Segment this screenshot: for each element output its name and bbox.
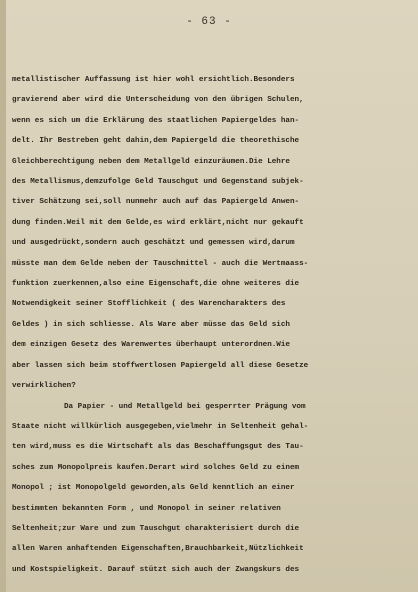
text-line: und Kostspieligkeit. Darauf stützt sich auch der Zwangskurs des [12, 565, 300, 574]
text-line: verwirklichen? [12, 382, 76, 391]
text-line: allen Waren anhaftenden Eigenschaften,Brauchbarkeit,Nützlichkeit [12, 545, 304, 554]
page-edge-shadow [0, 0, 6, 592]
text-line: aber lassen sich beim stoffwertlosen Papiergeld all diese Gesetze [12, 361, 309, 370]
text-line: gravierend aber wird die Unterscheidung von den übrigen Schulen, [12, 96, 304, 105]
text-line: funktion zuerkennen,also eine Eigenschaft,die ohne weiteres die [12, 280, 300, 289]
text-line: dung finden.Weil mit dem Gelde,es wird erklärt,nicht nur gekauft [12, 218, 304, 227]
text-line: und ausgedrückt,sondern auch geschätzt und gemessen wird,darum [12, 239, 295, 248]
text-line: Monopol ; ist Monopolgeld geworden,als Geld kenntlich an einer [12, 484, 295, 493]
body-text [12, 70, 408, 580]
text-line: dem einzigen Gesetz des Warenwertes überhaupt unterordnen.Wie [12, 341, 290, 350]
text-line: Notwendigkeit seiner Stofflichkeit ( des Warencharakters des [12, 300, 286, 309]
text-line: metallistischer Auffassung ist hier wohl ersichtlich.Besonders [12, 76, 295, 84]
text-line: müsste man dem Gelde neben der Tauschmittel - auch die Wertmaass- [12, 259, 309, 268]
text-line: tiver Schätzung sei,soll nunmehr auch auf das Papiergeld Anwen- [12, 198, 300, 207]
text-line: Staate nicht willkürlich ausgegeben,vielmehr in Seltenheit gehal- [12, 422, 309, 431]
text-line: Seltenheit;zur Ware und zum Tauschgut charakterisiert durch die [12, 524, 300, 533]
text-line: delt. Ihr Bestreben geht dahin,dem Papiergeld die theorethische [12, 137, 300, 146]
text-line: Gleichberechtigung neben dem Metallgeld einzuräumen.Die Lehre [12, 157, 290, 166]
text-line: wenn es sich um die Erklärung des staatlichen Papiergeldes han- [12, 116, 300, 125]
text-line: Geldes ) in sich schliesse. Als Ware aber müsse das Geld sich [12, 320, 290, 329]
page-number: - 63 - [186, 16, 232, 28]
text-line-paragraph-start: Da Papier - und Metallgeld bei gesperrter Prägung vom [64, 402, 306, 411]
text-line: ten wird,muss es die Wirtschaft als das Beschaffungsgut des Tau- [12, 443, 304, 452]
text-line: des Metallismus,demzufolge Geld Tauschgut und Gegenstand subjek- [12, 178, 304, 187]
text-line: bestimmten bekannten Form , und Monopol in seiner relativen [12, 504, 281, 513]
text-line: sches zum Monopolpreis kaufen.Derart wird solches Geld zu einem [12, 463, 300, 472]
